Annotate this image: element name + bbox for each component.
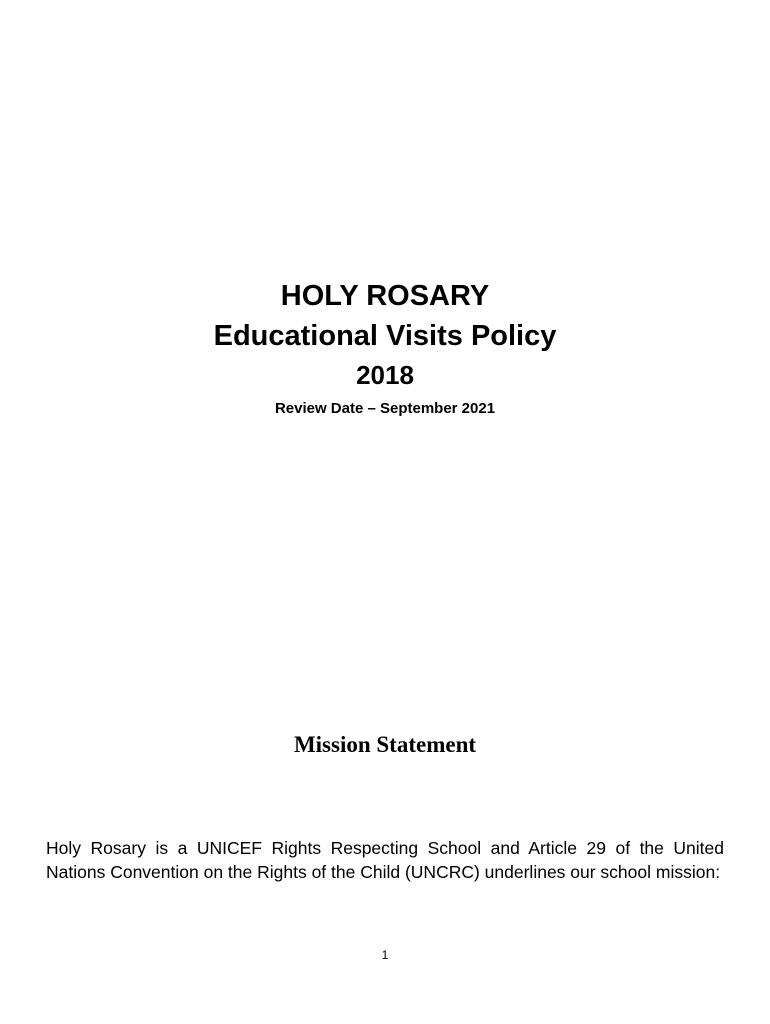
review-date: Review Date – September 2021: [274, 400, 496, 417]
mission-statement-text: Holy Rosary is a UNICEF Rights Respecting School and Article 29 of the United Nations Convention on the Rights of the Child (UNCRC) underlines our school mission:: [46, 837, 724, 882]
policy-title: Educational Visits Policy: [213, 320, 557, 352]
page-number: 1: [381, 948, 389, 962]
title-block: [0, 276, 770, 422]
school-name: HOLY ROSARY: [280, 280, 490, 312]
mission-statement-heading: Mission Statement: [293, 732, 477, 757]
policy-year: 2018: [356, 360, 414, 390]
